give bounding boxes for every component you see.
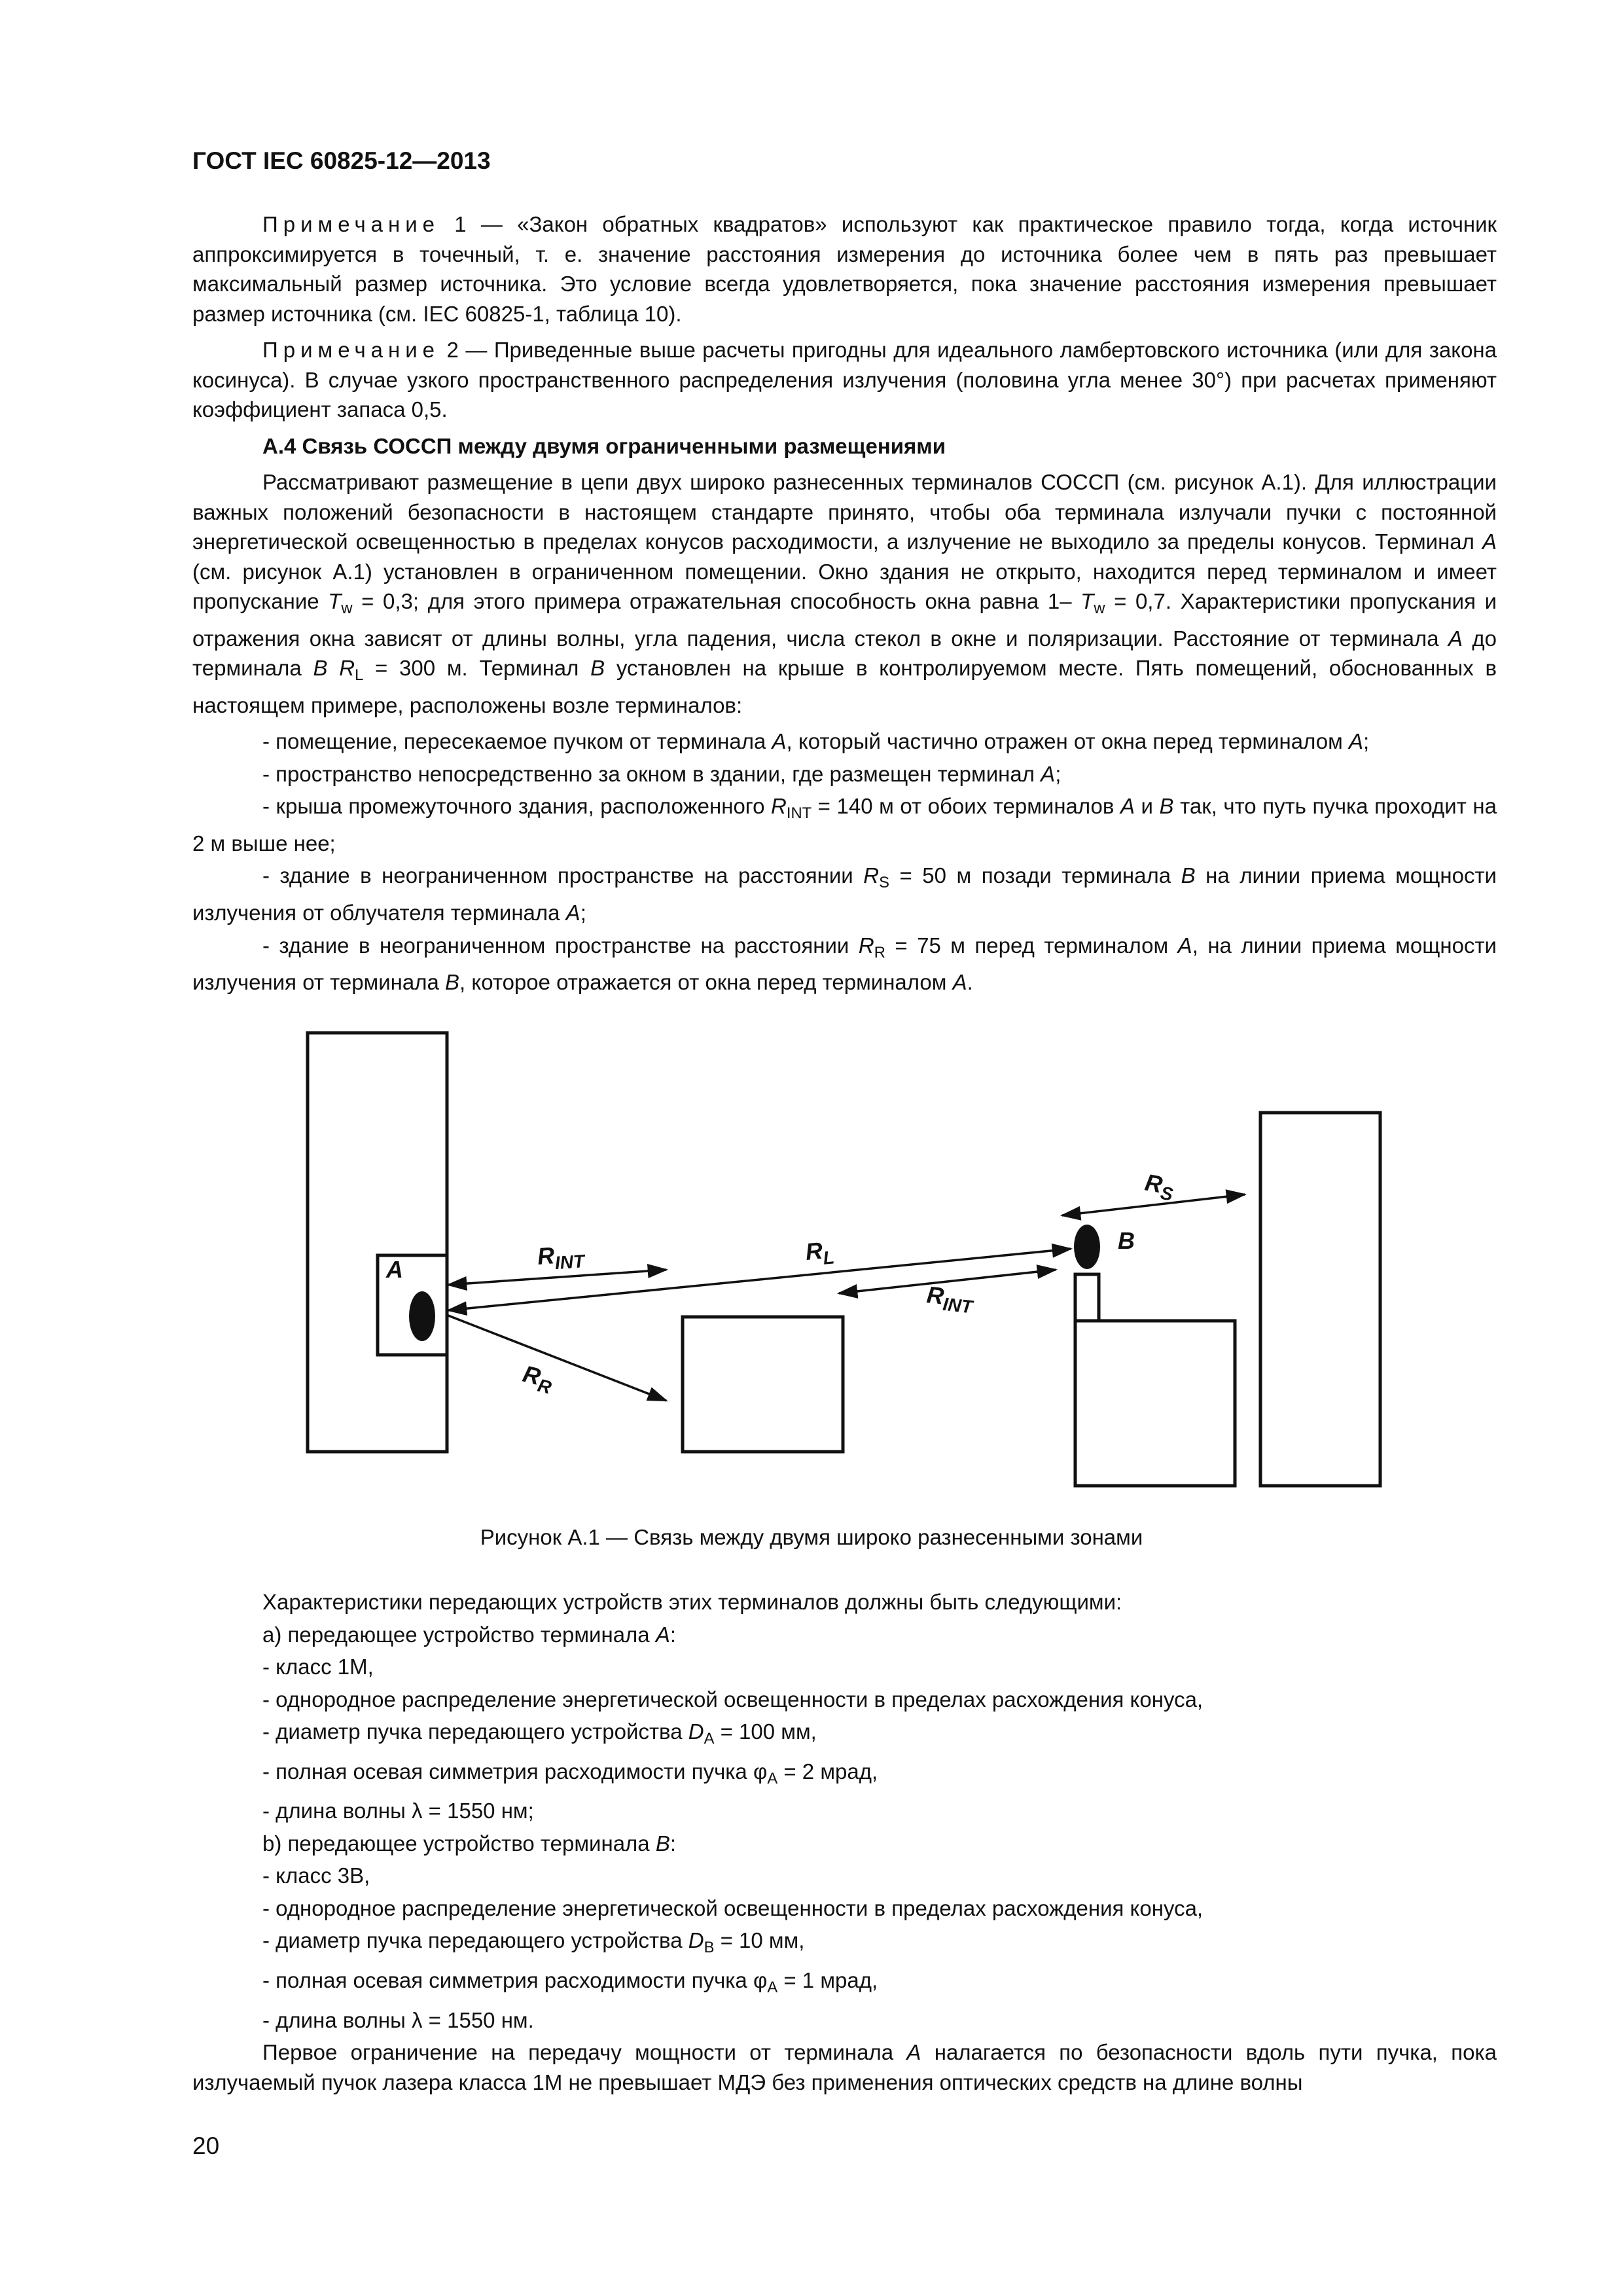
subscript: A bbox=[767, 1979, 778, 1996]
text-run: на линии приема мощности излучения от облучателя терминала bbox=[192, 863, 1497, 925]
section-title: А.4 Связь СОССП между двумя ограниченными размещениями bbox=[262, 433, 946, 458]
chars-a-div bbox=[192, 1757, 1497, 1794]
var-b: B bbox=[590, 656, 605, 681]
text-run: , которое отражается от окна перед терминалом bbox=[459, 970, 953, 995]
label-sub: S bbox=[1159, 1182, 1175, 1205]
label-sub: L bbox=[822, 1247, 836, 1268]
label-sub: R bbox=[535, 1374, 554, 1398]
chars-b-uniform: - однородное распределение энергетической освещенности в пределах расхождения конуса, bbox=[262, 1895, 1204, 1920]
arrow-rint-right bbox=[839, 1270, 1056, 1293]
var: D bbox=[688, 1928, 704, 1953]
var: A bbox=[952, 970, 967, 995]
subscript: L bbox=[355, 666, 364, 685]
label-rs bbox=[1142, 1169, 1177, 1205]
text-run: = 140 м от обоих терминалов bbox=[812, 794, 1120, 819]
var: R bbox=[771, 794, 787, 819]
text-run: - полная осевая симметрия расходимости пучка bbox=[262, 1759, 753, 1784]
chars-a-title bbox=[192, 1620, 1497, 1650]
var: λ bbox=[412, 2007, 423, 2032]
label-rint-left bbox=[537, 1240, 587, 1274]
note-1-text: 1 — «Закон обратных квадратов» используют как практическое правило тогда, когда источник аппроксимируется в точечный, т. е. значение расстояния измерения до источника более чем в пять раз превышает максимальный размер источника. Это условие всегда удовлетворяется, пока значение расстояния измерения превышает размер источника (см. IEC 60825-1, таблица 10). bbox=[192, 212, 1497, 326]
building-intermediate bbox=[683, 1317, 843, 1452]
subscript: w bbox=[341, 600, 353, 618]
text-run: = 300 м. Терминал bbox=[363, 656, 591, 681]
var: A bbox=[565, 901, 580, 925]
text-run: ; bbox=[1363, 729, 1370, 754]
text-run: = 0,7. Характеристики пропускания и отражения окна зависят от длины волны, угла падения, числа стекол в окне и поляризации. Расстояние от терминала bbox=[192, 589, 1497, 651]
text-run: до терминала bbox=[192, 626, 1497, 681]
var-b: B bbox=[313, 656, 328, 681]
final-paragraph bbox=[192, 2037, 1497, 2097]
chars-intro: Характеристики передающих устройств этих терминалов должны быть следующими: bbox=[262, 1590, 1122, 1614]
var-a: A bbox=[1482, 529, 1497, 554]
figure-caption: Рисунок А.1 — Связь между двумя широко разнесенными зонами bbox=[480, 1525, 1143, 1549]
text-run: ; bbox=[1055, 761, 1061, 786]
lower-text-block bbox=[192, 1587, 1497, 2104]
var: λ bbox=[412, 1799, 423, 1823]
var-t: T bbox=[1080, 589, 1094, 613]
var: A bbox=[1177, 933, 1192, 958]
text-run: Рассматривают размещение в цепи двух широко разнесенных терминалов СОССП (см. рисунок А.1). Для иллюстрации важных положений безопасности в настоящем стандарте принято, чтобы оба терминала излучали пучки с постоянной энергетической освещенностью в пределах конусов расходимости, а излучение не выходило за пределы конусов. Терминал bbox=[192, 470, 1497, 554]
text-run: и bbox=[1135, 794, 1160, 819]
text-run: - здание в неограниченном пространстве на расстоянии bbox=[262, 863, 864, 888]
var: A bbox=[1041, 761, 1056, 786]
text-run: Первое ограничение на передачу мощности от терминала bbox=[262, 2040, 907, 2064]
var-r: R bbox=[327, 656, 355, 681]
text-run: установлен на крыше в контролируемом месте. Пять помещений, обоснованных в настоящем примере, расположены возле терминалов: bbox=[192, 656, 1497, 717]
chars-b-diam bbox=[192, 1926, 1497, 1963]
label-a: A bbox=[386, 1256, 403, 1283]
text-run: = 1 мрад, bbox=[777, 1967, 878, 1992]
note-2-label: Примечание bbox=[262, 338, 440, 362]
var-a: A bbox=[1448, 626, 1463, 651]
text-run: - крыша промежуточного здания, расположенного bbox=[262, 794, 772, 819]
label-main: R bbox=[1143, 1168, 1165, 1198]
var: D bbox=[688, 1719, 704, 1744]
text-run: - помещение, пересекаемое пучком от терминала bbox=[262, 729, 772, 754]
subscript: A bbox=[767, 1769, 778, 1787]
var: B bbox=[655, 1831, 670, 1856]
text-run: : bbox=[669, 1831, 677, 1856]
text-run: - длина волны bbox=[262, 2007, 412, 2032]
chars-a-diam bbox=[192, 1717, 1497, 1754]
text-run: = 100 мм, bbox=[714, 1719, 817, 1744]
chars-b-title bbox=[192, 1829, 1497, 1859]
building-left bbox=[308, 1033, 447, 1452]
text-run: - здание в неограниченном пространстве на расстоянии bbox=[262, 933, 859, 958]
text-run: = 1550 нм. bbox=[422, 2007, 534, 2032]
text-run: ; bbox=[580, 901, 586, 925]
label-rint-right bbox=[925, 1281, 976, 1317]
chars-b-wl bbox=[192, 2005, 1497, 2036]
chars-a-class: - класс 1М, bbox=[262, 1655, 374, 1679]
arrow-rr bbox=[448, 1316, 666, 1401]
text-run: : bbox=[669, 1622, 677, 1647]
var: R bbox=[863, 863, 880, 888]
var: A bbox=[1348, 729, 1363, 754]
subscript: S bbox=[879, 874, 889, 892]
subscript: A bbox=[704, 1730, 715, 1748]
note-1-label: Примечание bbox=[262, 212, 440, 236]
chars-b-div bbox=[192, 1965, 1497, 2003]
chars-a-uniform: - однородное распределение энергетической освещенности в пределах расхождения конуса, bbox=[262, 1687, 1204, 1712]
var: A bbox=[1120, 794, 1135, 819]
text-run: = 50 м позади терминала bbox=[889, 863, 1181, 888]
var: φ bbox=[753, 1967, 768, 1992]
text-run: налагается по безопасности вдоль пути пучка, пока излучаемый пучок лазера класса 1М не превышает МДЭ без применения оптических средств на длине волны bbox=[192, 2040, 1497, 2094]
label-sub: INT bbox=[554, 1251, 585, 1274]
label-main: R bbox=[520, 1359, 544, 1391]
text-run: , который частично отражен от окна перед терминалом bbox=[786, 729, 1349, 754]
text-run: - диаметр пучка передающего устройства bbox=[262, 1719, 688, 1744]
subscript: INT bbox=[786, 804, 812, 823]
text-run: b) передающее устройство терминала bbox=[262, 1831, 656, 1856]
text-run: так, что путь пучка проходит на 2 м выше нее; bbox=[192, 794, 1497, 855]
document-header: ГОСТ IEC 60825-12—2013 bbox=[192, 147, 491, 174]
label-b: B bbox=[1118, 1227, 1135, 1254]
text-run: , на линии приема мощности излучения от терминала bbox=[192, 933, 1497, 995]
text-run: (см. рисунок А.1) установлен в ограниченном помещении. Окно здания не открыто, находится перед терминалом и имеет пропускание bbox=[192, 559, 1497, 613]
var: B bbox=[445, 970, 460, 995]
var: A bbox=[772, 729, 787, 754]
text-run: = 0,3; для этого примера отражательная способность окна равна 1– bbox=[352, 589, 1081, 613]
text-run: = 75 м перед терминалом bbox=[885, 933, 1178, 958]
building-b-roof bbox=[1075, 1321, 1235, 1486]
label-main: R bbox=[925, 1281, 946, 1310]
terminal-b-mount bbox=[1075, 1274, 1099, 1321]
label-rl bbox=[804, 1236, 835, 1270]
var: R bbox=[858, 933, 874, 958]
var: A bbox=[655, 1622, 670, 1647]
var: B bbox=[1159, 794, 1174, 819]
note-2-text: 2 — Приведенные выше расчеты пригодны для идеального ламбертовского источника (или для закона косинуса). В случае узкого пространственного распределения излучения (половина угла менее 30°) при расчетах применяют коэффициент запаса 0,5. bbox=[192, 338, 1497, 422]
chars-b-class: - класс 3В, bbox=[262, 1863, 370, 1888]
subscript: w bbox=[1094, 600, 1105, 618]
text-run: = 10 мм, bbox=[714, 1928, 805, 1953]
terminal-a bbox=[409, 1291, 435, 1341]
building-right bbox=[1260, 1113, 1380, 1486]
chars-a-wl bbox=[192, 1796, 1497, 1826]
var: A bbox=[906, 2040, 921, 2064]
text-run: - пространство непосредственно за окном в здании, где размещен терминал bbox=[262, 761, 1041, 786]
subscript: R bbox=[874, 943, 885, 961]
text-run: - диаметр пучка передающего устройства bbox=[262, 1928, 688, 1953]
var: B bbox=[1181, 863, 1196, 888]
label-main: R bbox=[536, 1242, 556, 1270]
var: φ bbox=[753, 1759, 768, 1784]
label-main: R bbox=[804, 1236, 824, 1265]
text-run: a) передающее устройство терминала bbox=[262, 1622, 656, 1647]
label-sub: INT bbox=[942, 1293, 974, 1318]
subscript: B bbox=[704, 1939, 715, 1957]
text-run: = 2 мрад, bbox=[777, 1759, 878, 1784]
arrow-rs bbox=[1062, 1194, 1245, 1215]
terminal-b bbox=[1074, 1225, 1100, 1269]
text-run: . bbox=[967, 970, 973, 995]
var-t: T bbox=[328, 589, 342, 613]
label-rr bbox=[519, 1360, 556, 1398]
text-run: - длина волны bbox=[262, 1799, 412, 1823]
text-run: = 1550 нм; bbox=[422, 1799, 534, 1823]
text-run: - полная осевая симметрия расходимости пучка bbox=[262, 1967, 753, 1992]
page-number: 20 bbox=[192, 2132, 220, 2159]
